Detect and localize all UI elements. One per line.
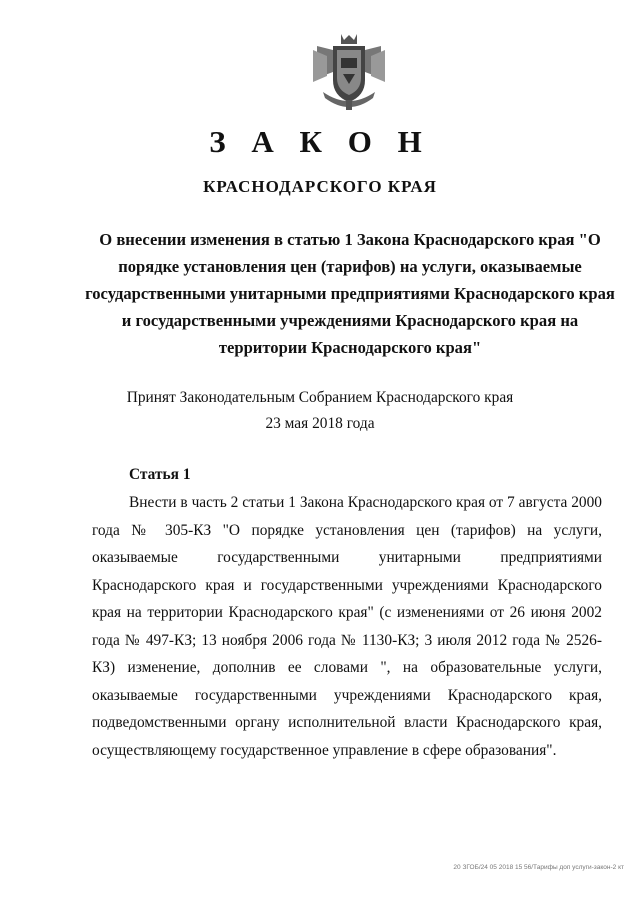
- adopted-date: 23 мая 2018 года: [265, 415, 375, 432]
- document-title: З А К О Н: [209, 124, 431, 159]
- law-heading: О внесении изменения в статью 1 Закона Краснодарского края "О порядке установления цен (тарифов) на услуги, оказываемые государственными унитарными предприятиями Краснодарского края и государственными учреждениями Краснодарского края на территории Краснодарского края": [85, 230, 615, 357]
- region-name: КРАСНОДАРСКОГО КРАЯ: [203, 177, 437, 196]
- adopted-line: Принят Законодательным Собранием Краснодарского края: [126, 389, 514, 406]
- adoption-block: [0, 385, 640, 437]
- krasnodar-krai-coat-of-arms-icon: [313, 32, 385, 112]
- article-title: Статья 1: [129, 466, 191, 483]
- article-text: Внести в часть 2 статьи 1 Закона Краснодарского края от 7 августа 2000 года № 305-КЗ "О порядке установления цен (тарифов) на услуги, оказываемые государственными унитарными предприятиями Краснодарского края и государственными учреждениями Краснодарского края на территории Краснодарского края" (с изменениями от 26 июня 2002 года № 497-КЗ; 13 ноября 2006 года № 1130-КЗ; 3 июля 2012 года № 2526-КЗ) изменение, дополнив ее словами ", на образовательные услуги, оказываемые государственными учреждениями Краснодарского края, подведомственными органу исполнительной власти Краснодарского края, осуществляющему государственное управление в сфере образования".: [92, 494, 602, 759]
- footer-filename: 20 ЗГОБ/24 05 2018 15 56/Тарифы доп услуги-закон-2 кт: [453, 864, 624, 871]
